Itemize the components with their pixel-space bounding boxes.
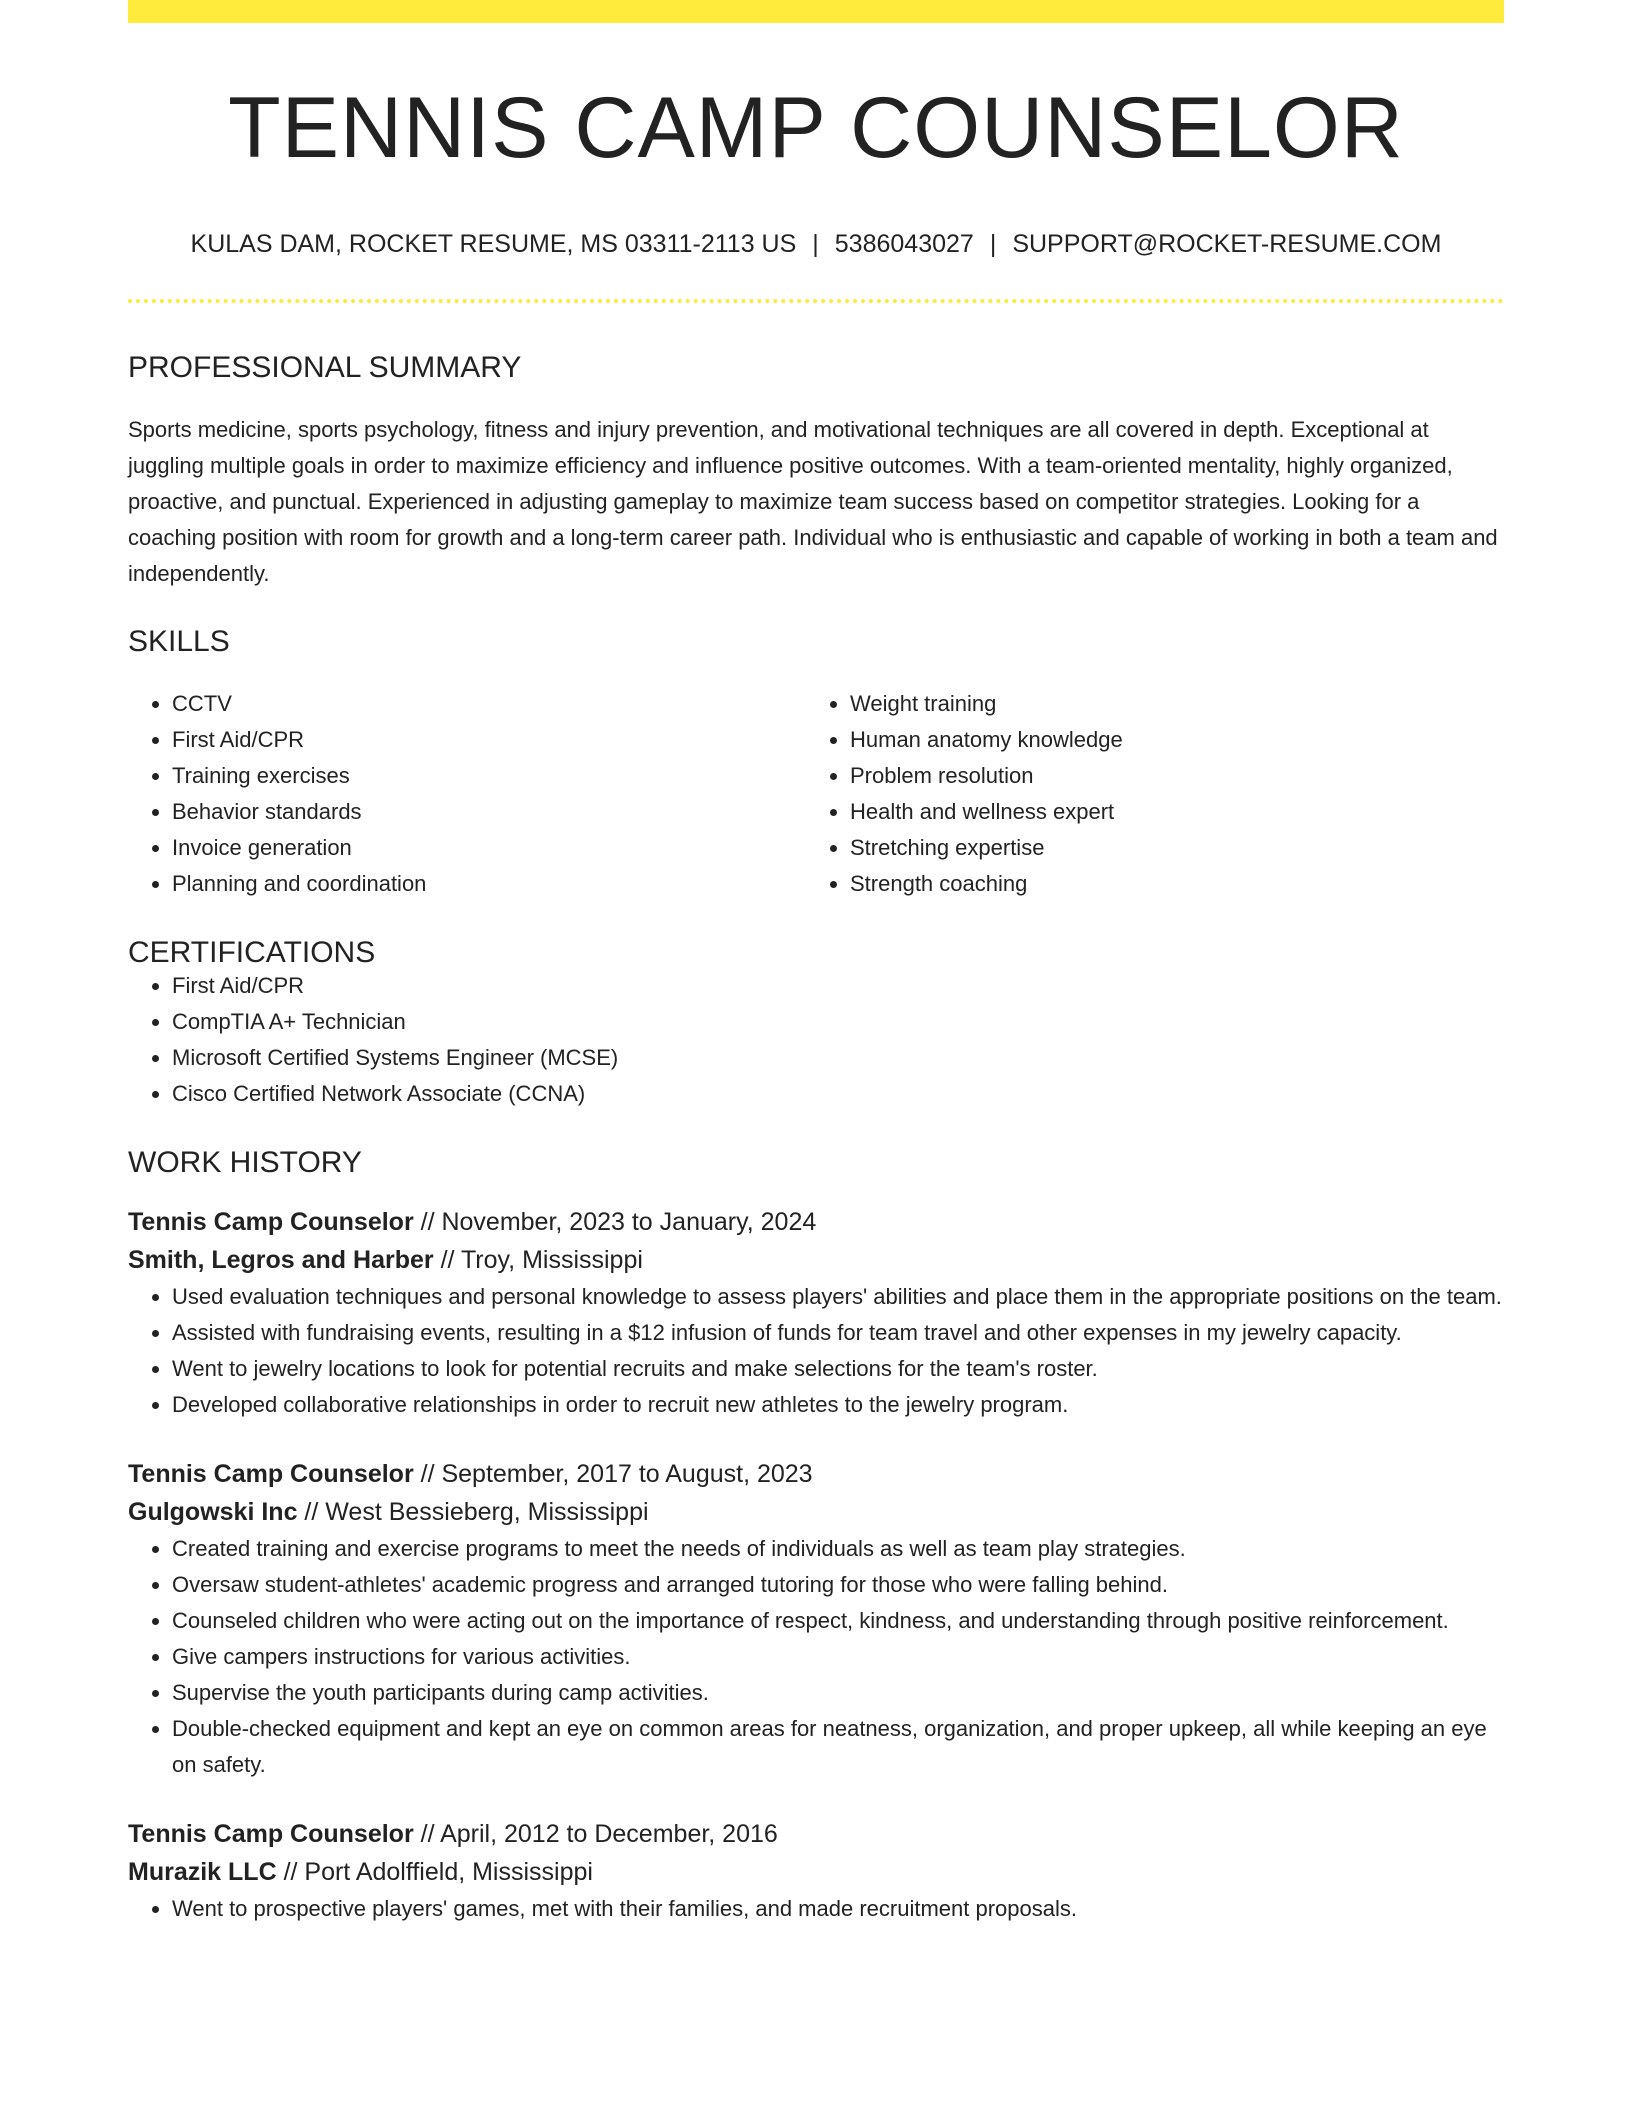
job-duty-item: • Give campers instructions for various activities.: [172, 1639, 1504, 1675]
job-role: Tennis Camp Counselor: [128, 1820, 414, 1848]
skill-item: • Training exercises: [172, 758, 806, 794]
job-dates: // September, 2017 to August, 2023: [413, 1460, 813, 1488]
skill-item: • Behavior standards: [172, 794, 806, 830]
job-title-line: [128, 1815, 1504, 1853]
job-duty-item: • Went to prospective players' games, met with their families, and made recruitment proposals.: [172, 1891, 1504, 1927]
job-duty-item: • Used evaluation techniques and personal knowledge to assess players' abilities and place them in the appropriate positions on the team.: [172, 1279, 1504, 1315]
certification-item: • Cisco Certified Network Associate (CCNA): [172, 1076, 1504, 1112]
certification-item: • Microsoft Certified Systems Engineer (MCSE): [172, 1040, 1504, 1076]
skill-item: • First Aid/CPR: [172, 722, 806, 758]
resume-page: [128, 0, 1504, 1927]
contact-separator: |: [989, 230, 997, 258]
job-location: // Port Adolffield, Mississippi: [276, 1858, 593, 1886]
job-company-line: [128, 1493, 1504, 1531]
job-company-line: [128, 1853, 1504, 1891]
job-entry: [128, 1203, 1504, 1423]
job-duty-item: • Supervise the youth participants during camp activities.: [172, 1675, 1504, 1711]
job-duties: [128, 1531, 1504, 1783]
job-duty-item: • Went to jewelry locations to look for potential recruits and make selections for the team's roster.: [172, 1351, 1504, 1387]
contact-separator: |: [812, 230, 819, 258]
job-company: Smith, Legros and Harber: [128, 1246, 434, 1274]
contact-address: KULAS DAM, ROCKET RESUME, MS 03311-2113 US: [190, 230, 797, 258]
accent-bar: [128, 0, 1504, 23]
skill-item: • Weight training: [850, 686, 1484, 722]
job-role: Tennis Camp Counselor: [128, 1460, 414, 1488]
job-duty-item: • Double-checked equipment and kept an eye on common areas for neatness, organization, and proper upkeep, all while keeping an eye on safety.: [172, 1711, 1504, 1783]
job-location: // Troy, Mississippi: [433, 1246, 643, 1274]
dotted-divider: [128, 299, 1504, 303]
skills-heading: SKILLS: [128, 625, 230, 658]
job-entry: [128, 1455, 1504, 1783]
skill-item: • Human anatomy knowledge: [850, 722, 1484, 758]
job-duties: [128, 1891, 1504, 1927]
job-duty-item: • Developed collaborative relationships in order to recruit new athletes to the jewelry program.: [172, 1387, 1504, 1423]
contact-phone: 5386043027: [834, 230, 974, 258]
skills-column-left: [128, 686, 806, 902]
certifications-list: [128, 968, 1504, 1112]
skill-item: • Strength coaching: [850, 866, 1484, 902]
certifications-heading: CERTIFICATIONS: [128, 936, 376, 969]
summary-text: Sports medicine, sports psychology, fitness and injury prevention, and motivational techniques are all covered in depth. Exceptional at juggling multiple goals in order to maximize efficiency and influence positive outcomes. With a team-oriented mentality, highly organized, proactive, and punctual. Experienced in adjusting gameplay to maximize team success based on competitor strategies. Looking for a coaching position with room for growth and a long-term career path. Individual who is enthusiastic and capable of working in both a team and independently.: [128, 417, 1498, 586]
summary-heading: PROFESSIONAL SUMMARY: [128, 351, 522, 384]
contact-line: [128, 232, 1504, 257]
job-duties: [128, 1279, 1504, 1423]
job-location: // West Bessieberg, Mississippi: [297, 1498, 649, 1526]
skill-item: • Stretching expertise: [850, 830, 1484, 866]
contact-email: SUPPORT@ROCKET-RESUME.COM: [1012, 230, 1442, 258]
job-role: Tennis Camp Counselor: [128, 1208, 414, 1236]
certification-item: • CompTIA A+ Technician: [172, 1004, 1504, 1040]
job-duty-item: • Created training and exercise programs to meet the needs of individuals as well as team play strategies.: [172, 1531, 1504, 1567]
job-company: Murazik LLC: [128, 1858, 277, 1886]
job-dates: // November, 2023 to January, 2024: [413, 1208, 817, 1236]
skills-grid: [128, 686, 1504, 902]
job-title-line: [128, 1455, 1504, 1493]
job-company-line: [128, 1241, 1504, 1279]
job-duty-item: • Oversaw student-athletes' academic progress and arranged tutoring for those who were falling behind.: [172, 1567, 1504, 1603]
skill-item: • Invoice generation: [172, 830, 806, 866]
certification-item: • First Aid/CPR: [172, 968, 1504, 1004]
skills-column-right: [806, 686, 1484, 902]
job-company: Gulgowski Inc: [128, 1498, 298, 1526]
resume-title: TENNIS CAMP COUNSELOR: [228, 80, 1404, 176]
job-title-line: [128, 1203, 1504, 1241]
skill-item: • Health and wellness expert: [850, 794, 1484, 830]
job-dates: // April, 2012 to December, 2016: [413, 1820, 778, 1848]
job-duty-item: • Assisted with fundraising events, resulting in a $12 infusion of funds for team travel and other expenses in my jewelry capacity.: [172, 1315, 1504, 1351]
skill-item: • CCTV: [172, 686, 806, 722]
skill-item: • Planning and coordination: [172, 866, 806, 902]
job-duty-item: • Counseled children who were acting out on the importance of respect, kindness, and understanding through positive reinforcement.: [172, 1603, 1504, 1639]
job-entry: [128, 1815, 1504, 1927]
skill-item: • Problem resolution: [850, 758, 1484, 794]
work-history-heading: WORK HISTORY: [128, 1146, 362, 1179]
